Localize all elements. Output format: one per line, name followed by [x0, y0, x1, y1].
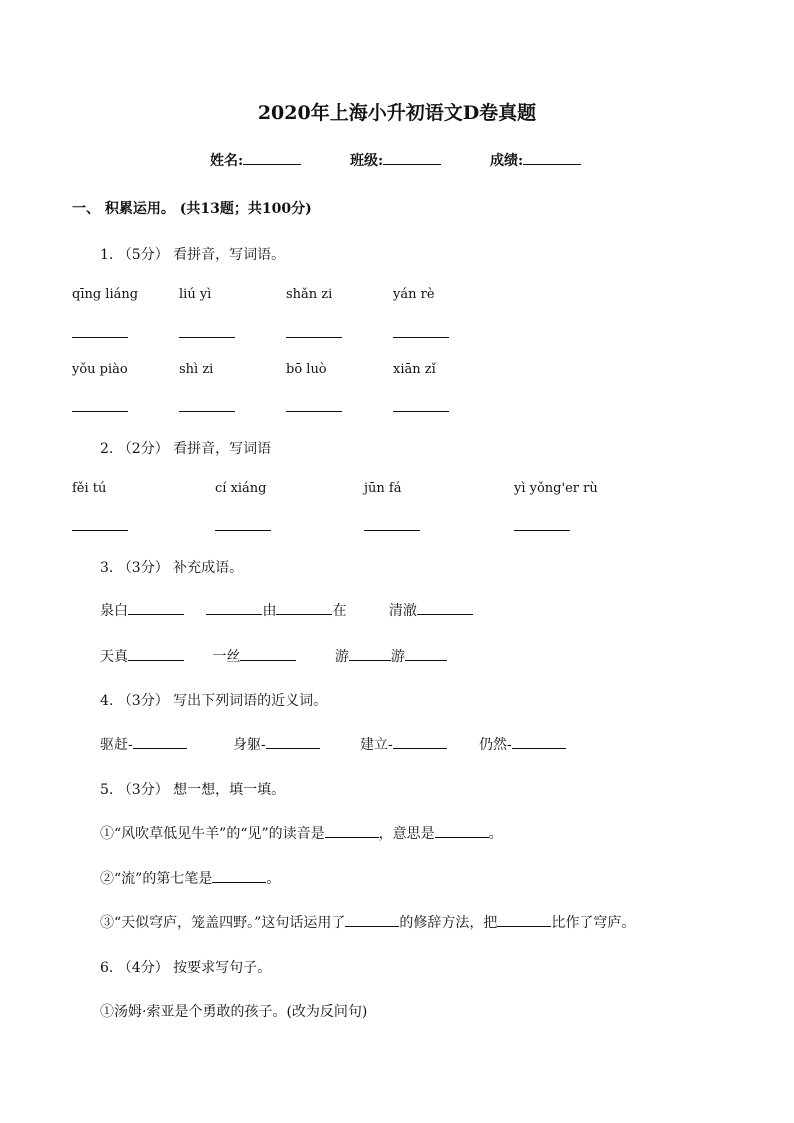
q5-text: 的修辞方法，把 [399, 915, 498, 931]
idiom-blank [417, 600, 473, 615]
synonym-item [233, 734, 320, 754]
answer-line [286, 411, 342, 412]
answer-line [514, 530, 570, 531]
score-blank [523, 150, 581, 165]
score-field [490, 150, 581, 170]
synonym-blank [512, 734, 566, 749]
pinyin-item: bō luò [286, 362, 327, 377]
idiom-row-1 [100, 600, 473, 620]
pinyin-item: shǎn zi [286, 287, 333, 302]
q5-blank [435, 823, 489, 838]
question-1-heading: 1. （5分） 看拼音，写词语。 [100, 247, 286, 263]
q5-line-3 [100, 912, 635, 932]
question-6-heading: 6. （4分） 按要求写句子。 [100, 960, 272, 976]
synonym-word: 身躯- [233, 737, 266, 753]
q5-text: 。 [266, 871, 281, 887]
answer-line [215, 530, 271, 531]
class-field [350, 150, 441, 170]
name-label: 姓名: [210, 153, 244, 169]
idiom-blank [349, 646, 391, 661]
answer-line [286, 337, 342, 338]
synonym-blank [133, 734, 187, 749]
q5-blank [345, 912, 399, 927]
idiom-text: 游 [334, 649, 349, 665]
synonym-item [479, 734, 566, 754]
pinyin-item: yì yǒng'er rù [514, 481, 598, 496]
pinyin-item: yán rè [393, 287, 435, 302]
q5-blank [212, 868, 266, 883]
q5-line-1 [100, 823, 503, 843]
name-field [210, 150, 301, 170]
class-label: 班级: [350, 153, 384, 169]
answer-line [393, 411, 449, 412]
idiom-text: 由 [262, 603, 277, 619]
pinyin-item: fěi tú [72, 481, 107, 496]
answer-line [72, 337, 128, 338]
question-3-heading: 3. （3分） 补充成语。 [100, 560, 244, 576]
synonym-blank [393, 734, 447, 749]
idiom-text: 一丝 [212, 649, 241, 665]
answer-line [72, 411, 128, 412]
idiom-text: 天真 [100, 649, 128, 665]
q5-text: ②“流”的第七笔是 [100, 871, 213, 887]
pinyin-item: cí xiáng [215, 481, 267, 496]
q5-text: ，意思是 [378, 826, 435, 842]
pinyin-item: jūn fá [364, 481, 402, 496]
answer-line [179, 411, 235, 412]
class-blank [383, 150, 441, 165]
idiom-blank [240, 646, 296, 661]
answer-line [72, 530, 128, 531]
q6-line-1: ①汤姆·索亚是个勇敢的孩子。(改为反问句) [100, 1004, 368, 1020]
idiom-text: 在 [332, 603, 347, 619]
question-2-heading: 2. （2分） 看拼音，写词语 [100, 441, 272, 457]
q5-blank [325, 823, 379, 838]
synonym-item [360, 734, 447, 754]
pinyin-item: yǒu piào [72, 362, 128, 377]
page-title: 2020年上海小升初语文D卷真题 [257, 102, 537, 124]
q5-line-2 [100, 868, 280, 888]
q5-text: ①“风吹草低见牛羊”的“见”的读音是 [100, 826, 325, 842]
q5-blank [497, 912, 551, 927]
idiom-text: 清澈 [388, 603, 417, 619]
answer-line [179, 337, 235, 338]
section-heading: 一、 积累运用。 (共13题；共100分) [72, 201, 312, 217]
q5-text: 比作了穹庐。 [551, 915, 636, 931]
synonym-item [100, 734, 187, 754]
idiom-blank [128, 600, 184, 615]
question-5-heading: 5. （3分） 想一想，填一填。 [100, 782, 286, 798]
idiom-blank [206, 600, 262, 615]
idiom-text: 游 [390, 649, 405, 665]
synonym-word: 建立- [360, 737, 393, 753]
question-4-heading: 4. （3分） 写出下列词语的近义词。 [100, 693, 328, 709]
idiom-blank [128, 646, 184, 661]
idiom-text: 泉白 [100, 603, 128, 619]
pinyin-item: qīng liáng [72, 287, 139, 302]
idiom-blank [276, 600, 332, 615]
synonym-word: 驱赶- [100, 737, 133, 753]
idiom-blank [405, 646, 447, 661]
answer-line [364, 530, 420, 531]
answer-line [393, 337, 449, 338]
score-label: 成绩: [490, 153, 524, 169]
q5-text: 。 [488, 826, 503, 842]
synonym-word: 仍然- [479, 737, 512, 753]
name-blank [243, 150, 301, 165]
pinyin-item: liú yì [179, 287, 212, 302]
q5-text: ③“天似穹庐，笼盖四野。”这句话运用了 [100, 915, 346, 931]
pinyin-item: xiān zǐ [393, 362, 436, 377]
idiom-row-2 [100, 646, 447, 666]
pinyin-item: shì zi [179, 362, 214, 377]
synonym-blank [266, 734, 320, 749]
